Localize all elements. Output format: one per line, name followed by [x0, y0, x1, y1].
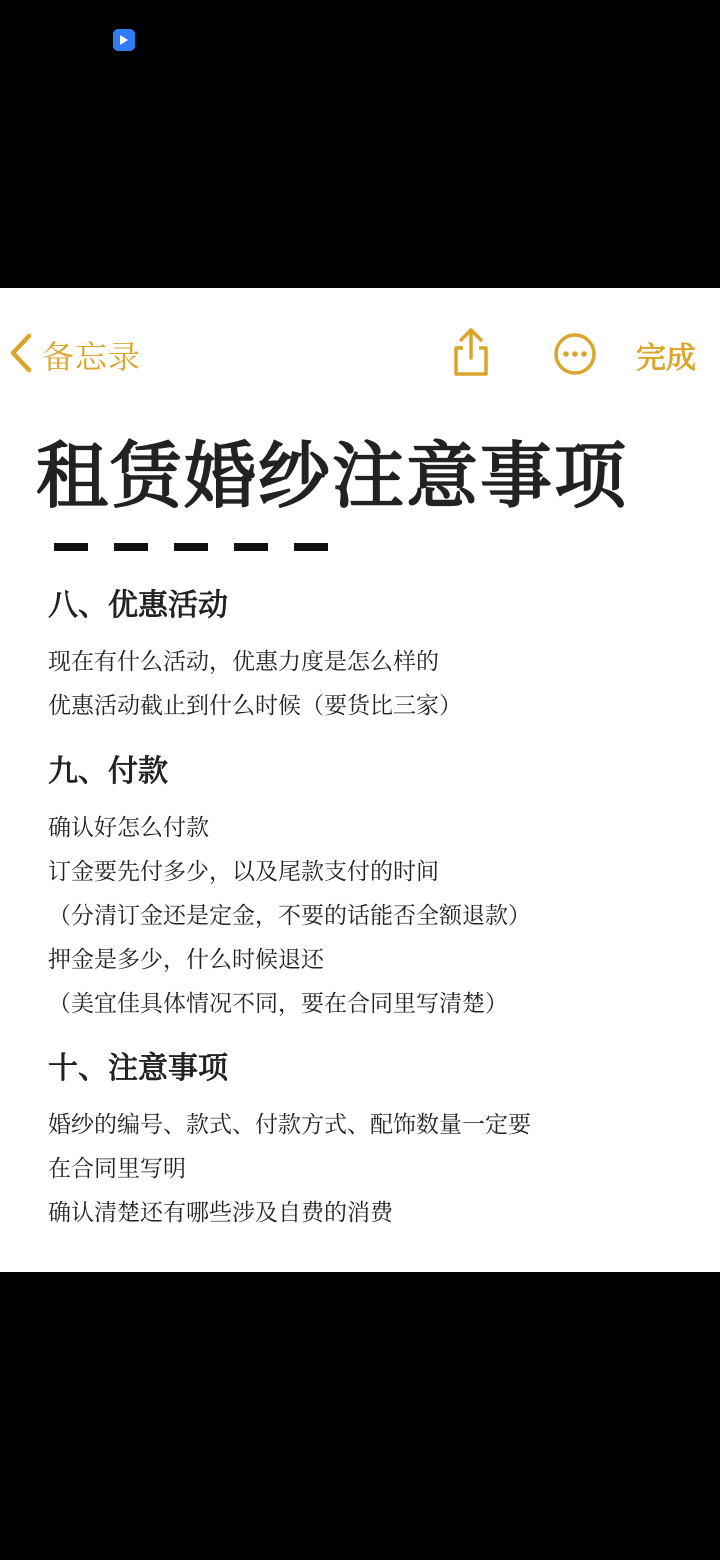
body-line: （分清订金还是定金，不要的话能否全额退款） [48, 903, 531, 929]
notes-screen [0, 288, 720, 1272]
body-line: 现在有什么活动，优惠力度是怎么样的 [48, 649, 439, 675]
section-heading-payment: 九、付款 [48, 754, 168, 789]
chevron-left-icon [8, 333, 34, 377]
top-letterbox [0, 0, 720, 288]
section-body-payment [48, 806, 531, 1026]
body-line: 优惠活动截止到什么时候（要货比三家） [48, 693, 462, 719]
dash [54, 543, 88, 551]
share-button[interactable] [448, 326, 494, 378]
note-title: 租赁婚纱注意事项 [36, 434, 629, 518]
dash [294, 543, 328, 551]
section-body-notes [48, 1103, 531, 1235]
divider-dashes [54, 543, 328, 551]
back-label: 备忘录 [42, 338, 142, 376]
dash [174, 543, 208, 551]
body-line: 订金要先付多少，以及尾款支付的时间 [48, 859, 439, 885]
body-line: 婚纱的编号、款式、付款方式、配饰数量一定要 [48, 1112, 531, 1138]
body-line: 押金是多少，什么时候退还 [48, 947, 324, 973]
back-button[interactable] [8, 332, 141, 378]
dash [234, 543, 268, 551]
done-button[interactable]: 完成 [636, 341, 696, 376]
section-body-promotions [48, 640, 462, 728]
navigation-bar [0, 288, 720, 418]
body-line: 确认好怎么付款 [48, 815, 209, 841]
app-badge-icon [113, 29, 135, 51]
bottom-letterbox [0, 1272, 720, 1560]
more-button[interactable] [553, 332, 597, 376]
body-line: 在合同里写明 [48, 1156, 186, 1182]
more-icon [553, 361, 597, 380]
dash [114, 543, 148, 551]
share-icon [448, 363, 494, 382]
section-heading-promotions: 八、优惠活动 [48, 588, 228, 623]
body-line: （美宜佳具体情况不同，要在合同里写清楚） [48, 991, 508, 1017]
body-line: 确认清楚还有哪些涉及自费的消费 [48, 1200, 393, 1226]
section-heading-notes: 十、注意事项 [48, 1051, 228, 1086]
